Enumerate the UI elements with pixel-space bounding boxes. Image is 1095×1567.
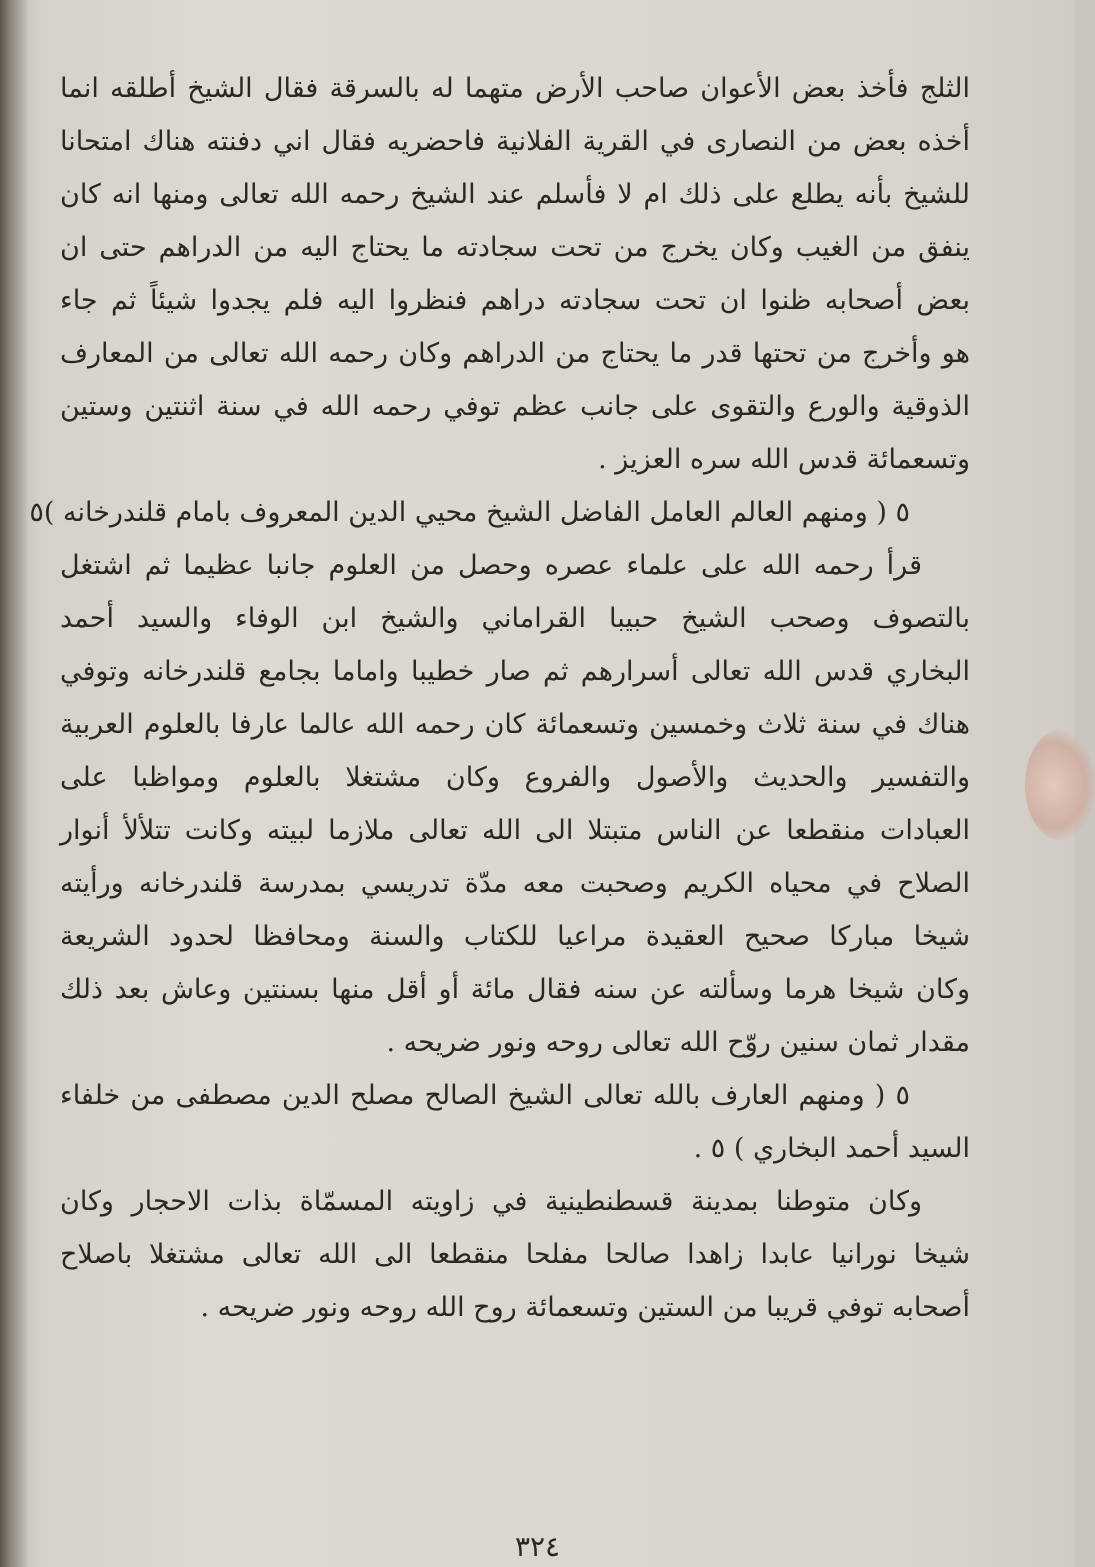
text-line: مقدار ثمان سنين روّح الله تعالى روحه ونور ضريحه . — [386, 1027, 970, 1058]
text-line: أخذه بعض من النصارى في القرية الفلانية فاحضريه فقال اني دفنته هناك امتحانا — [60, 126, 970, 157]
text-line: وكان شيخا هرما وسألته عن سنه فقال مائة أو أقل منها بسنتين وعاش بعد ذلك — [60, 974, 970, 1005]
book-gutter-shadow — [0, 0, 28, 1567]
text-line: الذوقية والورع والتقوى على جانب عظم توفي رحمه الله في سنة اثنتين وستين — [60, 391, 970, 422]
text-line: للشيخ بأنه يطلع على ذلك ام لا فأسلم عند الشيخ رحمه الله تعالى ومنها انه كان — [60, 179, 970, 210]
text-line: العبادات منقطعا عن الناس متبتلا الى الله تعالى ملازما لبيته وكانت تتلألأ أنوار — [60, 815, 970, 846]
text-line: والتفسير والحديث والأصول والفروع وكان مشتغلا بالعلوم ومواظبا على — [60, 762, 970, 793]
text-line: شيخا مباركا صحيح العقيدة مراعيا للكتاب والسنة ومحافظا لحدود الشريعة — [60, 921, 970, 952]
text-line: بعض أصحابه ظنوا ان تحت سجادته دراهم فنظروا اليه فلم يجدوا شيئاً ثم جاء — [60, 285, 970, 316]
text-line: الصلاح في محياه الكريم وصحبت معه مدّة تدريسي بمدرسة قلندرخانه ورأيته — [60, 868, 970, 899]
text-line: ينفق من الغيب وكان يخرج من تحت سجادته ما يحتاج اليه من الدراهم حتى ان — [60, 232, 970, 263]
text-line: البخاري قدس الله تعالى أسرارهم ثم صار خطيبا واماما بجامع قلندرخانه وتوفي — [60, 656, 970, 687]
text-line: أصحابه توفي قريبا من الستين وتسعمائة روح الله روحه ونور ضريحه . — [200, 1292, 970, 1323]
text-line: وكان متوطنا بمدينة قسطنطينية في زاويته المسمّاة بذات الاحجار وكان — [60, 1186, 922, 1217]
section-heading: ٥ ( ومنهم العالم العامل الفاضل الشيخ محيي الدين المعروف بامام قلندرخانه )٥ — [29, 497, 910, 528]
text-line: شيخا نورانيا عابدا زاهدا صالحا مفلحا منقطعا الى الله تعالى مشتغلا باصلاح — [60, 1239, 970, 1270]
page-text — [29, 62, 970, 1334]
section-heading: ٥ ( ومنهم العارف بالله تعالى الشيخ الصالح مصلح الدين مصطفى من خلفاء — [60, 1080, 910, 1111]
text-line: هناك في سنة ثلاث وخمسين وتسعمائة كان رحمه الله عالما عارفا بالعلوم العربية — [60, 709, 970, 740]
thumb-edge — [1025, 730, 1095, 840]
text-line: هو وأخرج من تحتها قدر ما يحتاج من الدراهم وكان رحمه الله تعالى من المعارف — [60, 338, 970, 369]
section-heading-cont: السيد أحمد البخاري ) ٥ . — [693, 1133, 970, 1164]
text-line: وتسعمائة قدس الله سره العزيز . — [598, 444, 970, 475]
text-line: الثلج فأخذ بعض الأعوان صاحب الأرض متهما له بالسرقة فقال الشيخ أطلقه انما — [60, 73, 970, 104]
text-line: بالتصوف وصحب الشيخ حبيبا القراماني والشيخ ابن الوفاء والسيد أحمد — [60, 603, 970, 634]
text-line: قرأ رحمه الله على علماء عصره وحصل من العلوم جانبا عظيما ثم اشتغل — [60, 550, 922, 581]
page-number: ٣٢٤ — [514, 1530, 561, 1563]
